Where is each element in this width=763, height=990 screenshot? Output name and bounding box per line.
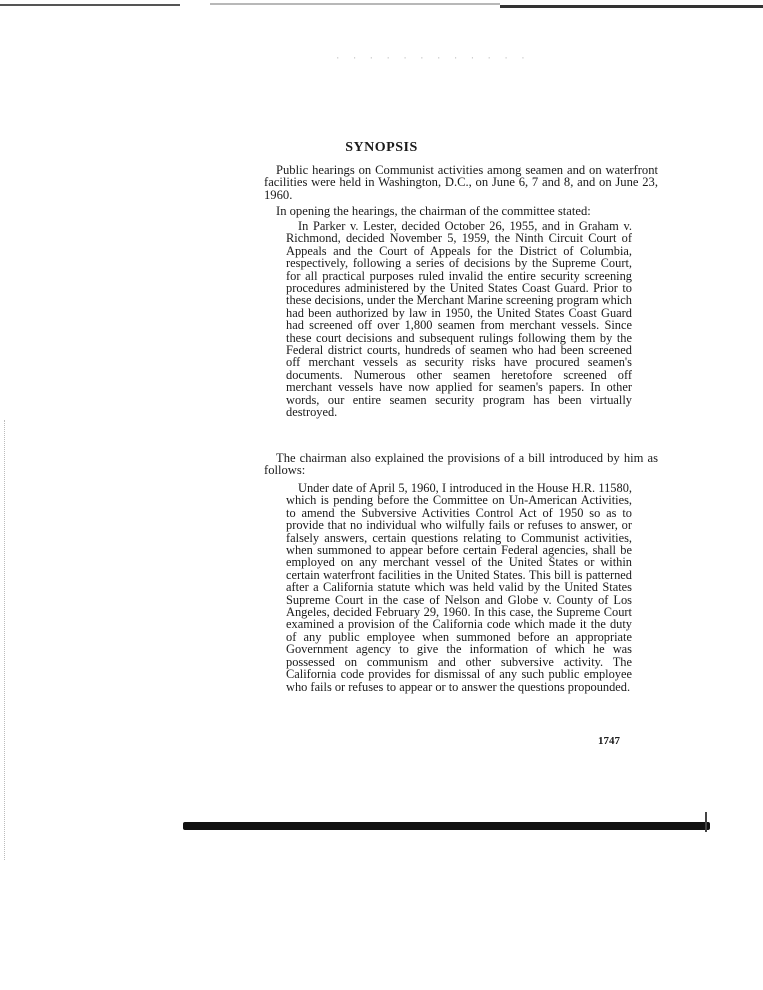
chairman-quote-2: Under date of April 5, 1960, I introduced in the House H.R. 11580, which is pending before the Committee on Un-American Activities, to amend the Subversive Activities Control Act of 1950 so as to provide that no individual who wilfully fails or refuses to answer, or falsely answers, certain questions relating to Communist activities, when summoned to appear before certain Federal agencies, shall be employed on any merchant vessel of the United States or within certain waterfront facilities in the United States. This bill is patterned after a California statute which was held valid by the United States Supreme Court in the case of Nelson and Globe v. County of Los Angeles, decided February 29, 1960. In this case, the Supreme Court examined a provision of the California code which made it the duty of any public employee when summoned before an appropriate Government agency to give the information of which he was possessed on communism and other subversive activity. The California code provides for dismissal of any such public employee who fails or refuses to appear or to answer the questions propounded. <box>286 481 632 694</box>
opening-paragraph: In opening the hearings, the chairman of the committee stated: <box>276 204 591 218</box>
left-margin-marks <box>4 420 7 860</box>
top-scan-rule-mid <box>210 3 500 5</box>
page-number: 1747 <box>598 735 620 747</box>
bill-intro-paragraph: The chairman also explained the provisions of a bill introduced by him as follows: <box>264 451 658 478</box>
bottom-scan-rule-end <box>705 812 707 832</box>
faded-bleedthrough-header: · · · · · · · · · · · · <box>335 54 529 64</box>
chairman-quote-1: In Parker v. Lester, decided October 26, 1955, and in Graham v. Richmond, decided November 5, 1959, the Ninth Circuit Court of Appeals and the Court of Appeals for the District of Columbia, respectively, following a series of decisions by the Supreme Court, for all practical purposes ruled invalid the entire security screening procedures administered by the United States Coast Guard. Prior to these decisions, under the Merchant Marine screening program which had been authorized by law in 1950, the United States Coast Guard had screened off over 1,800 seamen from merchant vessels. Since these court decisions and subsequent rulings following them by the Federal district courts, hundreds of seamen who had been screened off merchant vessels as security risks have procured seamen's documents. Numerous other seamen heretofore screened off merchant vessels have now applied for seamen's papers. In other words, our entire seamen security program has been virtually destroyed. <box>286 219 632 420</box>
top-scan-rule-left <box>0 4 180 6</box>
intro-paragraph: Public hearings on Communist activities among seamen and on waterfront facilities were held in Washington, D.C., on June 6, 7 and 8, and on June 23, 1960. <box>264 163 658 202</box>
page-title: SYNOPSIS <box>345 140 418 155</box>
bottom-scan-rule <box>183 822 710 830</box>
top-scan-rule-right <box>500 5 763 8</box>
